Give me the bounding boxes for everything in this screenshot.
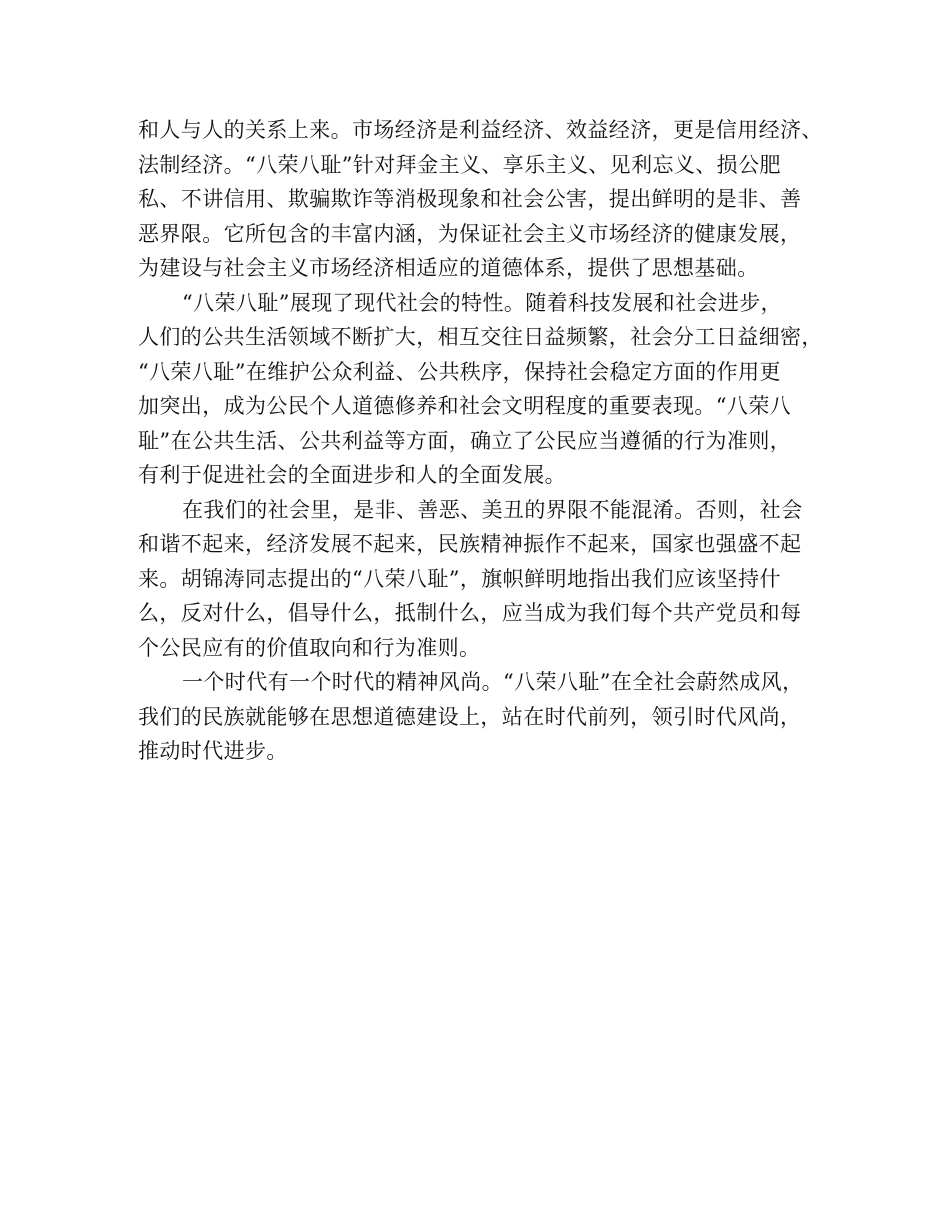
text-line: “八荣八耻”在维护公众利益、公共秩序，保持社会稳定方面的作用更 — [138, 359, 781, 384]
text-line: 恶界限。它所包含的丰富内涵，为保证社会主义市场经济的健康发展， — [138, 221, 802, 246]
text-line: “八荣八耻”展现了现代社会的特性。随着科技发展和社会进步， — [182, 290, 783, 315]
text-line: 为建设与社会主义市场经济相适应的道德体系，提供了思想基础。 — [138, 256, 759, 280]
text-line: 和人与人的关系上来。市场经济是利益经济、效益经济，更是信用经济、 — [138, 118, 823, 142]
text-line: 有利于促进社会的全面进步和人的全面发展。 — [138, 463, 566, 487]
text-line: 个公民应有的价值取向和行为准则。 — [138, 635, 481, 660]
text-line: 法制经济。“八荣八耻”针对拜金主义、享乐主义、见利忘义、损公肥 — [138, 152, 781, 177]
paragraph — [138, 113, 838, 286]
document-body — [138, 113, 838, 769]
paragraph — [138, 493, 838, 666]
text-line: 推动时代进步。 — [138, 739, 288, 763]
text-line: 耻”在公共生活、公共利益等方面，确立了公民应当遵循的行为准则， — [138, 428, 792, 453]
paragraph — [138, 286, 838, 493]
text-line: 和谐不起来，经济发展不起来，民族精神振作不起来，国家也强盛不起 — [138, 532, 802, 556]
paragraph — [138, 665, 838, 769]
text-line: 来。胡锦涛同志提出的“八荣八耻”，旗帜鲜明地指出我们应该坚持什 — [138, 566, 781, 591]
text-line: 么，反对什么，倡导什么，抵制什么，应当成为我们每个共产党员和每 — [138, 601, 802, 625]
text-line: 一个时代有一个时代的精神风尚。“八荣八耻”在全社会蔚然成风， — [182, 670, 804, 694]
text-line: 在我们的社会里，是非、善恶、美丑的界限不能混淆。否则，社会 — [182, 497, 803, 522]
text-line: 我们的民族就能够在思想道德建设上，站在时代前列，领引时代风尚， — [138, 704, 802, 729]
text-line: 私、不讲信用、欺骗欺诈等消极现象和社会公害，提出鲜明的是非、善 — [138, 187, 802, 211]
text-line: 加突出，成为公民个人道德修养和社会文明程度的重要表现。“八荣八 — [138, 394, 792, 418]
text-line: 人们的公共生活领域不断扩大，相互交往日益频繁，社会分工日益细密， — [138, 325, 823, 349]
